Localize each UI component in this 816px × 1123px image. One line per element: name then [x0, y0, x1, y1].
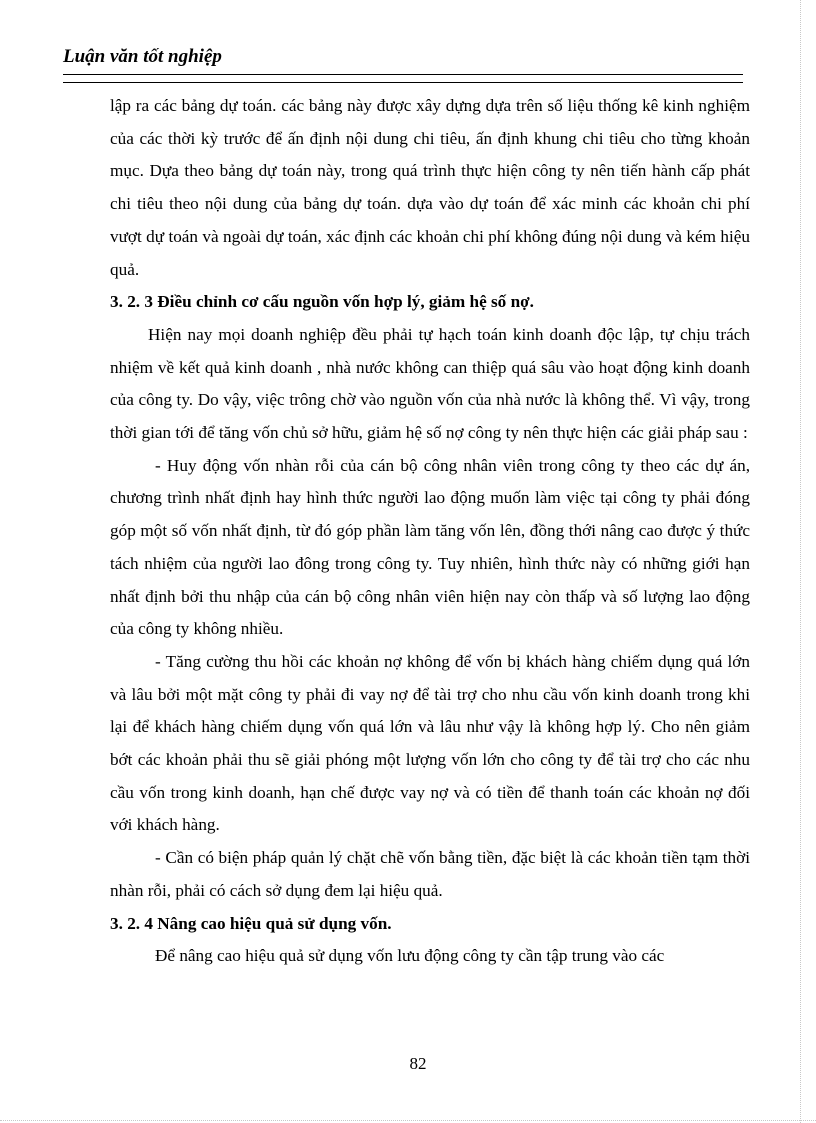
bullet-paragraph: - Tăng cường thu hồi các khoản nợ không để vốn bị khách hàng chiếm dụng quá lớn và lâu bởi một mặt công ty phải đi vay nợ để tài trợ cho nhu cầu vốn kinh doanh trong khi lại để khách hàng chiếm dụng vốn quá lớn và lâu như vậy là không hợp lý. Cho nên giảm bớt các khoản phải thu sẽ giải phóng một lượng vốn lớn cho công ty để tài trợ cho các nhu cầu vốn trong kinh doanh, hạn chế được vay nợ và có tiền để thanh toán các khoản nợ đối với khách hàng. [110, 651, 750, 835]
body-text [110, 90, 750, 973]
paragraph: Hiện nay mọi doanh nghiệp đều phải tự hạch toán kinh doanh độc lập, tự chịu trách nhiệm về kết quả kinh doanh , nhà nước không can thiệp quá sâu vào hoạt động kinh doanh của công ty. Do vậy, việc trông chờ vào nguồn vốn của nhà nước là không thể. Vì vậy, trong thời gian tới để tăng vốn chủ sở hữu, giảm hệ số nợ công ty nên thực hiện các giải pháp sau : [110, 324, 750, 443]
paragraph: lập ra các bảng dự toán. các bảng này được xây dựng dựa trên số liệu thống kê kinh nghiệm của các thời kỳ trước để ấn định nội dung chi tiêu, ấn định khung chi tiêu cho từng khoản mục. Dựa theo bảng dự toán này, trong quá trình thực hiện công ty nên tiến hành cấp phát chi tiêu theo nội dung của bảng dự toán. dựa vào dự toán để xác minh các khoản chi phí vượt dự toán và ngoài dự toán, xác định các khoản chi phí không đúng nội dung và kém hiệu quả. [110, 96, 750, 279]
section-heading: 3. 2. 4 Nâng cao hiệu quả sử dụng vốn. [110, 913, 392, 933]
paragraph: Để nâng cao hiệu quả sử dụng vốn lưu động công ty cần tập trung vào các [155, 946, 665, 966]
running-header-title: Luận văn tốt nghiệp [63, 46, 222, 67]
bullet-paragraph: - Cần có biện pháp quản lý chặt chẽ vốn bằng tiền, đặc biệt là các khoản tiền tạm thời nhàn rỗi, phải có cách sở dụng đem lại hiệu quả. [110, 848, 750, 900]
page-border-right [800, 0, 801, 1123]
section-heading: 3. 2. 3 Điều chỉnh cơ cấu nguồn vốn hợp lý, giảm hệ số nợ. [110, 292, 534, 312]
page-number: 82 [409, 1054, 427, 1073]
bullet-paragraph: - Huy động vốn nhàn rỗi của cán bộ công nhân viên trong công ty theo các dự án, chương trình nhất định hay hình thức người lao động muốn làm việc tại công ty phải đóng góp một số vốn nhất định, từ đó góp phần làm tăng vốn lên, đồng thới nâng cao được ý thức tách nhiệm của người lao đông trong công ty. Tuy nhiên, hình thức này có những giới hạn nhất định bởi thu nhập của cán bộ công nhân viên hiện nay còn thấp và số lượng lao động của công ty không nhiều. [110, 455, 750, 639]
header-double-rule [63, 74, 743, 83]
page-border-bottom [0, 1120, 816, 1121]
